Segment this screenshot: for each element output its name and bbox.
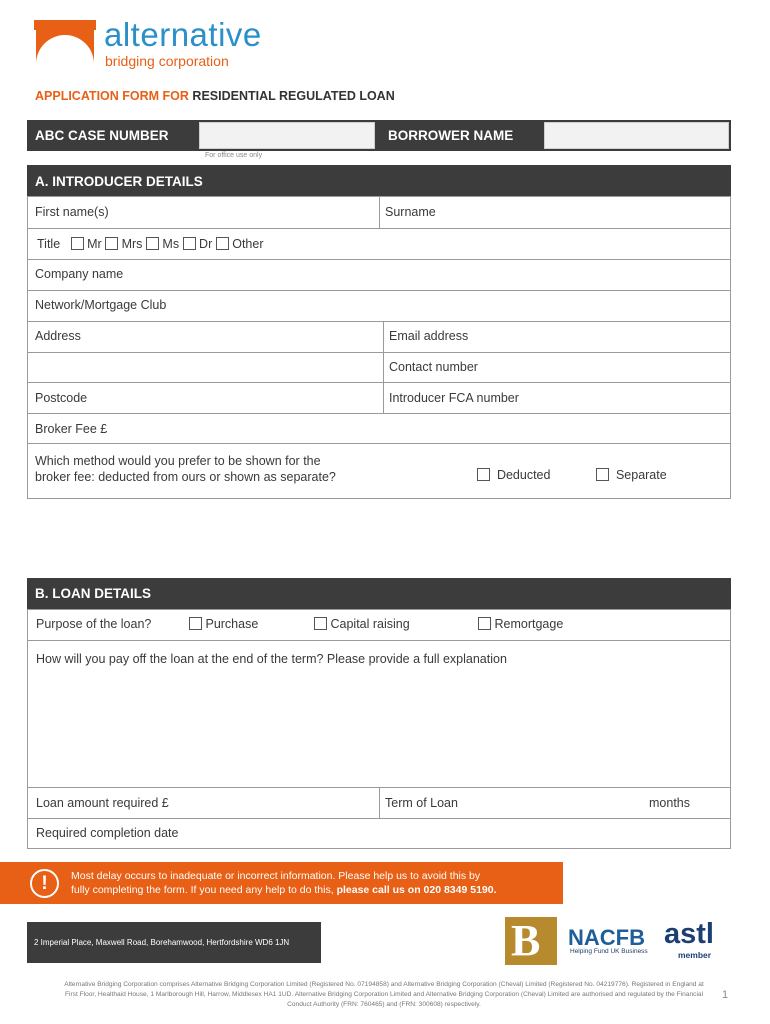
capital-raising-option (314, 617, 410, 631)
contact-number-field[interactable]: Contact number (389, 360, 478, 374)
borrower-name-field[interactable] (544, 122, 729, 149)
payoff-row[interactable] (28, 640, 730, 787)
broker-fee-row (28, 413, 730, 443)
fee-question-line1: Which method would you prefer to be shown for the (35, 454, 321, 468)
purchase-label: Purchase (205, 617, 259, 631)
title-other-label: Other (232, 237, 264, 251)
title-mrs-checkbox[interactable] (105, 237, 118, 250)
completion-date-field[interactable]: Required completion date (36, 826, 179, 840)
company-name-field[interactable]: Company name (35, 267, 124, 281)
astl-logo: astl (664, 918, 714, 950)
company-row (28, 259, 730, 290)
nacfb-tagline: Helping Fund UK Business (570, 948, 648, 955)
postcode-row (28, 382, 730, 413)
section-a-heading: A. INTRODUCER DETAILS (27, 165, 731, 196)
loan-amount-field[interactable]: Loan amount required £ (36, 796, 169, 810)
separate-checkbox[interactable] (596, 468, 609, 481)
deducted-option (477, 468, 550, 482)
network-row (28, 290, 730, 321)
separate-option (596, 468, 667, 482)
office-use-note: For office use only (205, 152, 263, 159)
deducted-label: Deducted (496, 468, 551, 482)
address-field[interactable]: Address (35, 329, 81, 343)
company-address: 2 Imperial Place, Maxwell Road, Borehamwood, Hertfordshire WD6 1JN (34, 938, 290, 947)
term-of-loan-field[interactable]: Term of Loan (385, 796, 458, 810)
title-dr-label: Dr (199, 237, 213, 251)
fca-number-field[interactable]: Introducer FCA number (389, 391, 519, 405)
title-ms-checkbox[interactable] (146, 237, 159, 250)
title-dr-checkbox[interactable] (183, 237, 196, 250)
purpose-label: Purpose of the loan? (36, 617, 152, 631)
fee-question-line2: broker fee: deducted from ours or shown as separate? (35, 470, 336, 484)
address-bar (27, 922, 321, 963)
title-options (37, 237, 263, 251)
exclamation-icon: ! (30, 869, 59, 898)
separate-label: Separate (615, 468, 667, 482)
title-ms-label: Ms (162, 237, 180, 251)
title-prefix: APPLICATION FORM FOR (35, 89, 189, 103)
abc-case-number-field[interactable] (199, 122, 375, 149)
months-label: months (649, 796, 690, 810)
page-title (35, 89, 395, 103)
name-row (28, 197, 730, 228)
title-mrs-label: Mrs (121, 237, 143, 251)
award-letter: B (511, 916, 541, 965)
notice-line1: Most delay occurs to inadequate or incorrect information. Please help us to avoid this by (71, 870, 481, 882)
contact-row (28, 352, 730, 382)
network-club-field[interactable]: Network/Mortgage Club (35, 298, 167, 312)
title-label: Title (37, 237, 61, 251)
notice-line2-text: fully completing the form. If you need any help to do this, (71, 884, 334, 896)
astl-member-label: member (678, 950, 712, 960)
surname-field[interactable]: Surname (385, 205, 436, 219)
completion-row (28, 818, 730, 848)
case-header-bar (27, 120, 731, 151)
notice-call-text: please call us on 020 8349 5190. (336, 884, 497, 896)
brand-logo-mark (34, 20, 96, 64)
section-b-heading: B. LOAN DETAILS (27, 578, 731, 609)
purpose-row (28, 610, 730, 640)
remortgage-label: Remortgage (494, 617, 564, 631)
delay-notice-banner (0, 862, 563, 904)
loan-details-table (27, 609, 731, 849)
first-names-field[interactable]: First name(s) (35, 205, 109, 219)
remortgage-checkbox[interactable] (478, 617, 491, 630)
title-mr-checkbox[interactable] (71, 237, 84, 250)
purchase-checkbox[interactable] (189, 617, 202, 630)
title-mr-label: Mr (87, 237, 102, 251)
remortgage-option (478, 617, 563, 631)
amount-row (28, 787, 730, 818)
astl-badge (664, 918, 728, 962)
email-field[interactable]: Email address (389, 329, 469, 343)
capital-raising-label: Capital raising (330, 617, 410, 631)
brand-subtitle: bridging corporation (105, 53, 229, 69)
title-rest: RESIDENTIAL REGULATED LOAN (192, 89, 395, 103)
title-row (28, 228, 730, 259)
legal-footer: Alternative Bridging Corporation comprises Alternative Bridging Corporation Limited (Registered No. 07194858) and Alternative Bridging Corporation (Cheval) Limited (Registered No. 04219776). Registered in England at First Floor, Healthaid House, 1 Marlborough Hill, Harrow, Middlesex HA1 1UD. Alternative Bridging Corporation Limited and Alternative Bridging Corporation (Cheval) Limited are authorised and regulated by the Financial Conduct Authority (FRN: 760465) and (FRN: 300608) respectively. (64, 981, 704, 1008)
purchase-option (189, 617, 258, 631)
page-number: 1 (722, 989, 729, 1001)
title-other-checkbox[interactable] (216, 237, 229, 250)
bridging-award-badge (505, 917, 557, 965)
fee-method-row (28, 443, 730, 498)
nacfb-logo: NACFB (568, 925, 645, 950)
payoff-explanation-prompt: How will you pay off the loan at the end of the term? Please provide a full explanation (36, 652, 507, 666)
borrower-name-label: BORROWER NAME (388, 128, 514, 143)
deducted-checkbox[interactable] (477, 468, 490, 481)
abc-case-label: ABC CASE NUMBER (35, 128, 169, 143)
brand-name: alternative (104, 16, 262, 53)
capital-raising-checkbox[interactable] (314, 617, 327, 630)
notice-line2 (71, 884, 497, 896)
broker-fee-field[interactable]: Broker Fee £ (35, 422, 108, 436)
address-row (28, 321, 730, 352)
postcode-field[interactable]: Postcode (35, 391, 88, 405)
introducer-details-table (27, 196, 731, 499)
nacfb-badge (568, 925, 658, 959)
